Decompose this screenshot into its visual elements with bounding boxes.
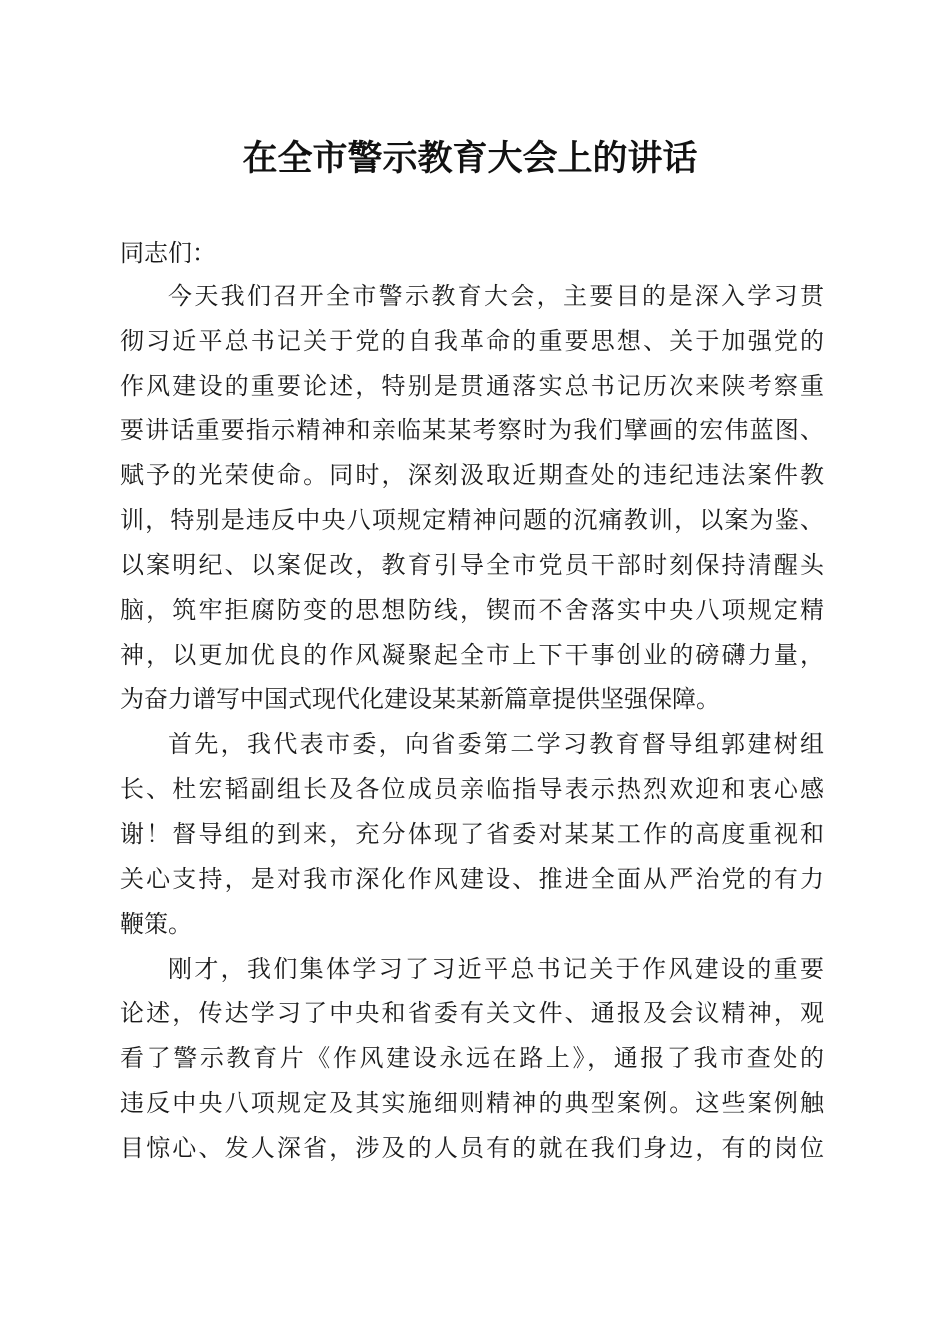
body-line: 今天我们召开全市警示教育大会，主要目的是深入学习贯 [168, 282, 824, 310]
body-line: 论述，传达学习了中央和省委有关文件、通报及会议精神，观 [120, 999, 824, 1027]
body-line: 赋予的光荣使命。同时，深刻汲取近期查处的违纪违法案件教 [120, 461, 824, 489]
body-line: 长、杜宏韬副组长及各位成员亲临指导表示热烈欢迎和衷心感 [120, 775, 824, 803]
body-line: 训，特别是违反中央八项规定精神问题的沉痛教训，以案为鉴、 [120, 506, 824, 534]
body-line: 看了警示教育片《作风建设永远在路上》，通报了我市查处的 [120, 1044, 824, 1072]
body-line: 要讲话重要指示精神和亲临某某考察时为我们擘画的宏伟蓝图、 [120, 416, 824, 444]
body-line: 以案明纪、以案促改，教育引导全市党员干部时刻保持清醒头 [120, 551, 824, 579]
body-line: 关心支持，是对我市深化作风建设、推进全面从严治党的有力 [120, 865, 824, 893]
body-line: 神，以更加优良的作风凝聚起全市上下干事创业的磅礴力量， [120, 641, 824, 669]
body-line: 为奋力谱写中国式现代化建设某某新篇章提供坚强保障。 [120, 685, 720, 713]
body-line: 谢！督导组的到来，充分体现了省委对某某工作的高度重视和 [120, 820, 824, 848]
body-line: 脑，筑牢拒腐防变的思想防线，锲而不舍落实中央八项规定精 [120, 596, 824, 624]
salutation: 同志们： [120, 239, 216, 267]
body-line: 彻习近平总书记关于党的自我革命的重要思想、关于加强党的 [120, 327, 824, 355]
body-line: 违反中央八项规定及其实施细则精神的典型案例。这些案例触 [120, 1089, 824, 1117]
body-line: 首先，我代表市委，向省委第二学习教育督导组郭建树组 [168, 730, 824, 758]
body-line: 目惊心、发人深省，涉及的人员有的就在我们身边，有的岗位 [120, 1134, 824, 1162]
document-title: 在全市警示教育大会上的讲话 [242, 138, 698, 179]
body-line: 作风建设的重要论述，特别是贯通落实总书记历次来陕考察重 [120, 372, 824, 400]
body-line: 刚才，我们集体学习了习近平总书记关于作风建设的重要 [168, 955, 824, 983]
body-line: 鞭策。 [120, 910, 192, 938]
